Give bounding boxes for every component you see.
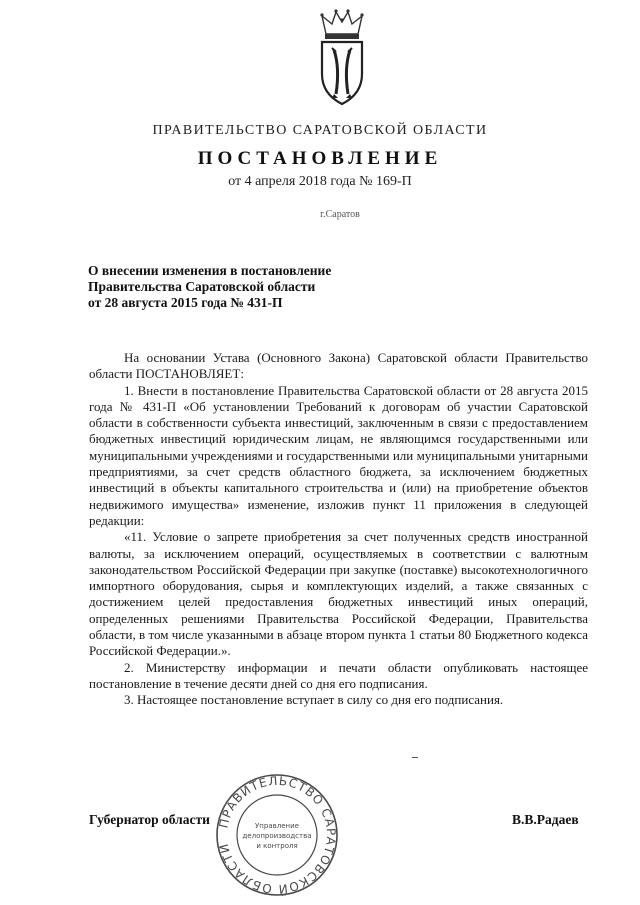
organization-name: ПРАВИТЕЛЬСТВО САРАТОВСКОЙ ОБЛАСТИ — [152, 123, 488, 138]
city: г.Саратов — [320, 209, 360, 220]
quoted-item-11: «11. Условие о запрете приобретения за счет полученных средств иностранной валюты, за исключением операций, осуществляемых в соответствии с валютным законодательством Российской Федерации при закупке (поставке) высокотехнологичного импортного оборудования, сырья и комплектующих изделий, а также связанных с достижением целей предоставления бюджетных инвестиций иных операций, определенных решениями Правительства Российской Федерации, Правительства области, в том числе указанными в абзаце втором пункта 1 статьи 80 Бюджетного кодекса Российской Федерации.». — [89, 529, 588, 659]
paragraph-2: 2. Министерству информации и печати области опубликовать настоящее постановление в течение десяти дней со дня его подписания. — [89, 659, 588, 691]
signatory-name: В.В.Радаев — [512, 812, 579, 827]
date-and-number: от 4 апреля 2018 года № 169-П — [228, 174, 412, 189]
paragraph-3: 3. Настоящее постановление вступает в силу со дня его подписания. — [124, 692, 504, 708]
document-body — [89, 350, 588, 709]
title-line-2: Правительства Саратовской области — [88, 279, 316, 294]
stamp-inner-line-2: делопроизводства — [242, 832, 312, 840]
stamp-ring-text: ПРАВИТЕЛЬСТВО САРАТОВСКОЙ ОБЛАСТИ — [216, 773, 339, 897]
document-type: ПОСТАНОВЛЕНИЕ — [197, 148, 443, 169]
official-seal-stamp — [212, 770, 342, 900]
title-line-1: О внесении изменения в постановление — [88, 263, 332, 278]
paragraph-1: 1. Внести в постановление Правительства Саратовской области от 28 августа 2015 года № 431-П «Об установлении Требований к договорам об участии Саратовской области в собственности субъекта инвестиций, заключенным в связи с предоставлением бюджетных инвестиций юридическим лицам, не являющимся государственными или муниципальными учреждениями и государственными или муниципальными унитарными предприятиями, за счет средств областного бюджета, за исключением бюджетных инвестиций в объекты капитального строительства и (или) на приобретение объектов недвижимого имущества» изменение, изложив пункт 11 приложения в следующей редакции: — [89, 382, 588, 528]
document-title — [88, 263, 408, 311]
signatory-title: Губернатор области — [89, 812, 210, 827]
preamble: На основании Устава (Основного Закона) Саратовской области Правительство области ПОСТАНОВЛЯЕТ: — [89, 350, 588, 382]
pen-mark — [412, 757, 418, 758]
title-line-3: от 28 августа 2015 года № 431-П — [88, 295, 283, 310]
saratov-coat-of-arms-icon — [312, 8, 372, 108]
stamp-inner-line-1: Управление — [255, 822, 299, 830]
stamp-inner-line-3: и контроля — [256, 842, 298, 850]
